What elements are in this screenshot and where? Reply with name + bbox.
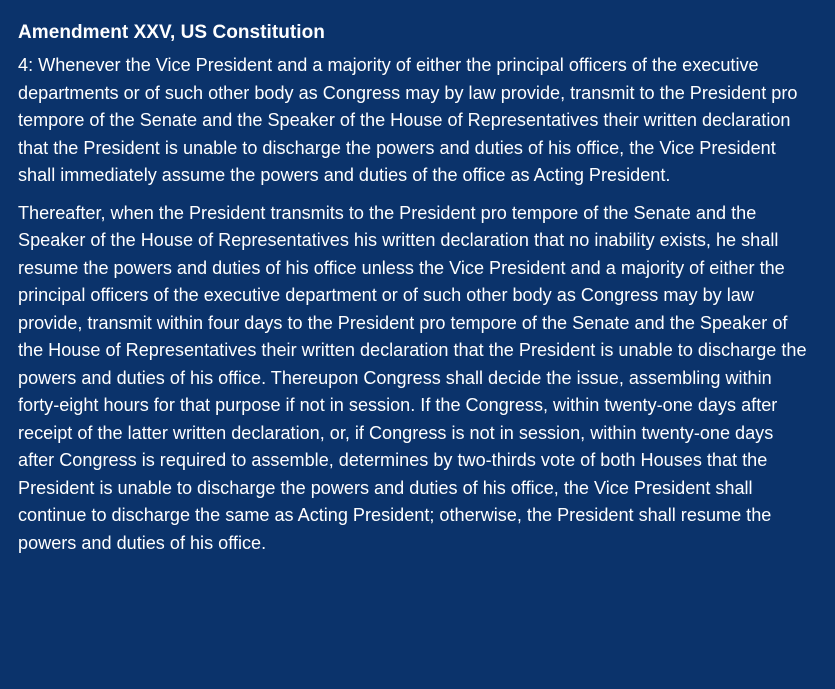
paragraph-thereafter: Thereafter, when the President transmits to the President pro tempore of the Senate and the Speaker of the House of Representatives his written declaration that no inability exists, he shall resume the powers and duties of his office unless the Vice President and a majority of either the principal officers of the executive department or of such other body as Congress may by law provide, transmit within four days to the President pro tempore of the Senate and the Speaker of the House of Representatives their written declaration that the President is unable to discharge the powers and duties of his office. Thereupon Congress shall decide the issue, assembling within forty-eight hours for that purpose if not in session. If the Congress, within twenty-one days after receipt of the latter written declaration, or, if Congress is not in session, within twenty-one days after Congress is required to assemble, determines by two-thirds vote of both Houses that the President is unable to discharge the powers and duties of his office, the Vice President shall continue to discharge the same as Acting President; otherwise, the President shall resume the powers and duties of his office. <box>18 202 807 553</box>
paragraph-section-4: 4: Whenever the Vice President and a majority of either the principal officers of the executive departments or of such other body as Congress may by law provide, transmit to the President pro tempore of the Senate and the Speaker of the House of Representatives their written declaration that the President is unable to discharge the powers and duties of his office, the Vice President shall immediately assume the powers and duties of the office as Acting President. <box>18 55 798 185</box>
document-title: Amendment XXV, US Constitution <box>18 22 325 43</box>
